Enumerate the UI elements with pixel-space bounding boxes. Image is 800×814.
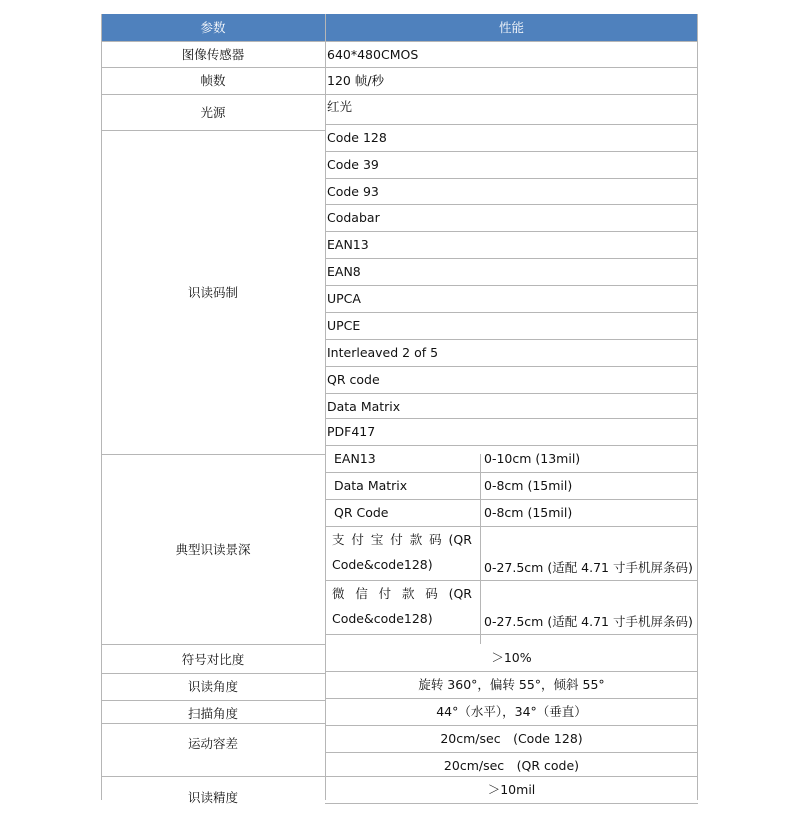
header-param: 参数 bbox=[101, 14, 325, 41]
frame-rate-label: 帧数 bbox=[200, 73, 226, 88]
dof-range: 0-8cm (15mil) bbox=[484, 478, 573, 493]
dof-code: EAN13 bbox=[334, 451, 376, 466]
grid-line bbox=[101, 644, 325, 645]
sensor-label: 图像传感器 bbox=[181, 46, 245, 62]
scan-angle-value: 44°（水平），34°（垂直） bbox=[436, 704, 587, 719]
dof-range: 0-27.5cm (适配 4.71 寸手机屏条码) bbox=[484, 613, 693, 629]
grid-line bbox=[325, 499, 698, 500]
dof-range: 0-8cm (15mil) bbox=[484, 505, 573, 520]
grid-line bbox=[697, 14, 698, 800]
grid-line bbox=[325, 285, 698, 286]
grid-line bbox=[101, 130, 325, 131]
dof-range: 0-27.5cm (适配 4.71 寸手机屏条码) bbox=[484, 559, 693, 575]
symbology-item: EAN13 bbox=[327, 237, 369, 252]
grid-line bbox=[325, 445, 698, 446]
grid-line bbox=[325, 725, 698, 726]
spec-table bbox=[101, 14, 698, 805]
grid-line bbox=[325, 418, 698, 419]
grid-line bbox=[325, 472, 698, 473]
grid-line bbox=[325, 204, 698, 205]
precision-label: 识读精度 bbox=[187, 790, 238, 805]
grid-line bbox=[101, 776, 325, 777]
light-source-value: 红光 bbox=[327, 99, 353, 114]
symbology-item: PDF417 bbox=[327, 424, 376, 439]
grid-line bbox=[325, 124, 698, 125]
dof-code: Data Matrix bbox=[334, 478, 408, 493]
dof-code-line2: Code&code128) bbox=[332, 611, 433, 626]
grid-line bbox=[101, 673, 325, 674]
dof-code: QR Code bbox=[334, 505, 389, 520]
grid-line bbox=[325, 526, 698, 527]
grid-line bbox=[325, 231, 698, 232]
grid-line bbox=[325, 151, 698, 152]
dof-code bbox=[332, 526, 480, 578]
grid-line bbox=[325, 258, 698, 259]
dof-code-line1: 支 付 宝 付 款 码 (QR bbox=[332, 531, 472, 547]
grid-line bbox=[325, 752, 698, 753]
contrast-label: 符号对比度 bbox=[181, 652, 245, 667]
grid-line bbox=[101, 454, 325, 455]
symbology-item: EAN8 bbox=[327, 264, 361, 279]
grid-line bbox=[101, 700, 325, 701]
grid-line bbox=[480, 454, 481, 644]
grid-line bbox=[101, 67, 698, 68]
depth-of-field-label: 典型识读景深 bbox=[175, 541, 251, 557]
symbology-item: Code 93 bbox=[327, 184, 379, 199]
dof-range: 0-10cm (13mil) bbox=[484, 451, 581, 466]
motion-tolerance-label: 运动容差 bbox=[187, 735, 238, 751]
symbology-item: Code 39 bbox=[327, 157, 379, 172]
grid-line bbox=[325, 339, 698, 340]
symbology-item: UPCA bbox=[327, 291, 361, 306]
light-source-label: 光源 bbox=[200, 104, 226, 120]
grid-line bbox=[325, 671, 698, 672]
grid-line bbox=[101, 41, 698, 42]
dof-code-line1: 微 信 付 款 码 (QR bbox=[332, 585, 472, 601]
sensor-value: 640*480CMOS bbox=[327, 46, 419, 62]
grid-line bbox=[325, 366, 698, 367]
grid-line bbox=[101, 14, 102, 800]
grid-line bbox=[325, 698, 698, 699]
symbology-item: Data Matrix bbox=[327, 399, 401, 414]
grid-line bbox=[325, 393, 698, 394]
symbologies-label: 识读码制 bbox=[187, 284, 238, 300]
grid-line bbox=[325, 634, 698, 635]
dof-code bbox=[332, 580, 480, 632]
symbology-item: QR code bbox=[327, 372, 380, 387]
frame-rate-value: 120 帧/秒 bbox=[327, 73, 385, 88]
motion-tolerance-value: 20cm/sec (QR code) bbox=[443, 758, 580, 773]
symbology-item: Codabar bbox=[327, 210, 380, 225]
symbology-item: UPCE bbox=[327, 318, 361, 333]
read-angle-label: 识读角度 bbox=[187, 679, 238, 694]
grid-line bbox=[325, 178, 698, 179]
grid-line bbox=[325, 776, 698, 777]
header-performance: 性能 bbox=[325, 14, 698, 41]
grid-line bbox=[101, 94, 698, 95]
read-angle-value: 旋转 360°，偏转 55°，倾斜 55° bbox=[418, 677, 605, 692]
grid-line bbox=[101, 723, 325, 724]
dof-code-line2: Code&code128) bbox=[332, 557, 433, 572]
contrast-value: ＞10% bbox=[491, 650, 532, 665]
grid-line bbox=[325, 580, 698, 581]
symbology-item: Interleaved 2 of 5 bbox=[327, 345, 439, 360]
grid-line bbox=[325, 312, 698, 313]
symbology-item: Code 128 bbox=[327, 130, 387, 145]
precision-value: ＞10mil bbox=[487, 782, 536, 797]
grid-line bbox=[325, 803, 698, 804]
motion-tolerance-value: 20cm/sec (Code 128) bbox=[440, 731, 583, 746]
scan-angle-label: 扫描角度 bbox=[187, 706, 238, 721]
grid-line bbox=[325, 14, 326, 800]
